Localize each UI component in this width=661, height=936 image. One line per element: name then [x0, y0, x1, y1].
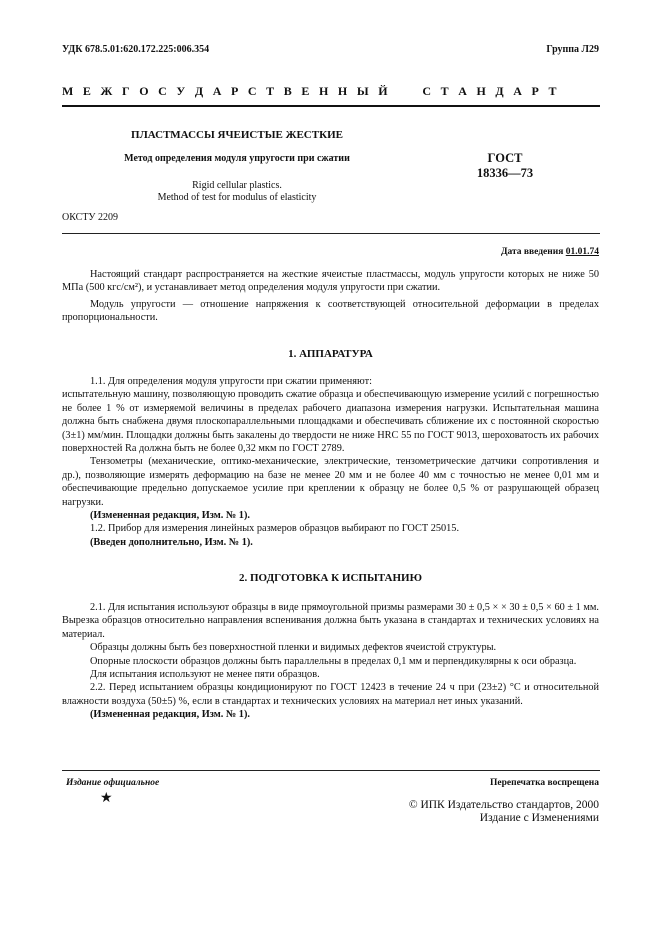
- intro-paragraph-1: Настоящий стандарт распространяется на жесткие ячеистые пластмассы, модуль упругости которых не ниже 50 МПа (500 кгс/см²), и устанавливает метод определения модуля упругости при сжатии.: [62, 269, 599, 294]
- section-1-heading: 1. АППАРАТУРА: [288, 348, 373, 360]
- section-2-heading: 2. ПОДГОТОВКА К ИСПЫТАНИЮ: [239, 572, 422, 584]
- doc-title: ПЛАСТМАССЫ ЯЧЕИСТЫЕ ЖЕСТКИЕ: [131, 129, 343, 141]
- english-title-1: Rigid cellular plastics.: [192, 180, 282, 191]
- s1-paragraph-2: испытательную машину, позволяющую проводить сжатие образца и обеспечивающую измерение усилий с погрешностью не более 1 % от измеряемой величины в пределах рабочего диапазона измерения нагрузки. Испытательная машина должна быть снабжена двумя плоскопараллельными площадками и обеспечивать сближение их с постоянной скоростью (3±1) мм/мин. Площадки должны быть закалены до твердости не ниже HRC 55 по ГОСТ 9013, шероховатость их рабочих поверхностей Ra должна быть не более 0,32 мкм по ГОСТ 2789.: [62, 389, 599, 455]
- s2-paragraph-5: 2.2. Перед испытанием образцы кондиционируют по ГОСТ 12423 в течение 24 ч при (23±2) °С и относительной влажности воздуха (50±5) %, если в стандартах и технических условиях на материал нет иных указаний.: [62, 682, 599, 707]
- gost-label: ГОСТ: [487, 151, 523, 165]
- effective-date: [501, 247, 599, 257]
- effective-date-label: Дата введения: [500, 247, 564, 257]
- footer-rule: [62, 770, 600, 771]
- header-rule: [62, 233, 600, 234]
- copyright: © ИПК Издательство стандартов, 2000: [408, 799, 599, 811]
- official-edition: Издание официальное: [66, 778, 160, 788]
- group-code: Группа Л29: [546, 44, 599, 55]
- edition-note: Издание с Изменениями: [479, 812, 599, 824]
- section-2-body: [62, 601, 599, 722]
- standard-banner: М Е Ж Г О С У Д А Р С Т В Е Н Н Ы Й С Т А Н Д А Р Т: [62, 84, 560, 98]
- s1-paragraph-4: 1.2. Прибор для измерения линейных размеров образцов выбирают по ГОСТ 25015.: [90, 523, 460, 535]
- s2-paragraph-1: 2.1. Для испытания используют образцы в виде прямоугольной призмы размерами 30 ± 0,5 × × 30 ± 0,5 × 60 ± 1 мм. Вырезка образцов относительно направления вспенивания должна быть указана в стандартах и технических условиях на материал.: [62, 602, 599, 640]
- reprint-notice: Перепечатка воспрещена: [489, 778, 599, 788]
- s1-paragraph-3: Тензометры (механические, оптико-механические, электрические, тензометрические датчики сопротивления и др.), позволяющие измерять деформацию на базе не менее 20 мм и не более 40 мм с точностью не менее 0,01 мм и обеспечивающие предельно допускаемое усилие при креплении к образцу не более 0,5 % от разрушающей образец нагрузки.: [62, 456, 599, 508]
- star-icon: ★: [100, 791, 113, 806]
- doc-subtitle: Метод определения модуля упругости при сжатии: [124, 153, 350, 164]
- section-1-body: [62, 375, 599, 549]
- s1-paragraph-1: 1.1. Для определения модуля упругости при сжатии применяют:: [90, 376, 372, 387]
- effective-date-value: 01.01.74: [565, 247, 599, 257]
- okstu-code: ОКСТУ 2209: [62, 212, 119, 223]
- s2-note: (Измененная редакция, Изм. № 1).: [90, 709, 250, 721]
- english-title-2: Method of test for modulus of elasticity: [157, 192, 317, 203]
- intro-paragraph-2: Модуль упругости — отношение напряжения к соответствующей относительной деформации в пределах пропорциональности.: [62, 298, 599, 324]
- banner-rule: [62, 105, 600, 107]
- s1-note-1: (Измененная редакция, Изм. № 1).: [90, 510, 250, 522]
- s1-note-2: (Введен дополнительно, Изм. № 1).: [90, 536, 253, 548]
- intro-text: [62, 268, 599, 325]
- s2-paragraph-2: Образцы должны быть без поверхностной пленки и видимых дефектов ячеистой структуры.: [90, 642, 497, 654]
- s2-paragraph-3: Опорные плоскости образцов должны быть параллельны в пределах 0,1 мм и перпендикулярны к оси образца.: [90, 655, 577, 667]
- udk-code: УДК 678.5.01:620.172.225:006.354: [62, 44, 210, 55]
- gost-number: 18336—73: [476, 166, 534, 180]
- s2-paragraph-4: Для испытания используют не менее пяти образцов.: [90, 669, 320, 681]
